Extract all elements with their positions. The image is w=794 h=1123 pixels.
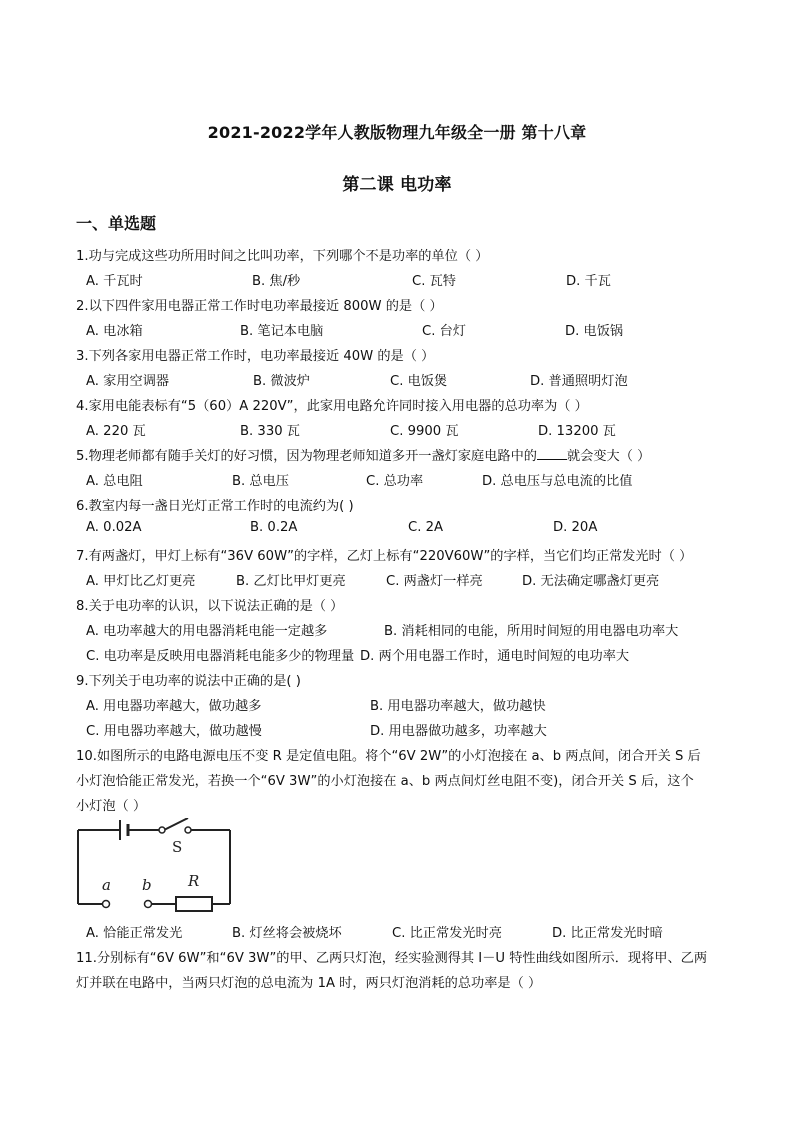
- q2-option-c: C. 台灯: [422, 324, 466, 339]
- q7-option-c: C. 两盏灯一样亮: [386, 574, 483, 589]
- q2-option-a: A. 电冰箱: [86, 324, 143, 339]
- q5-stem-start: 5.物理老师都有随手关灯的好习惯，因为物理老师知道多开一盏灯家庭电路中的: [76, 449, 537, 464]
- q4-option-d: D. 13200 瓦: [538, 424, 616, 439]
- switch-blade: [164, 818, 188, 830]
- question-7: 7.有两盏灯，甲灯上标有“36V 60W”的字样，乙灯上标有“220V60W”的字样，当它们均正常发光时（ ）: [76, 549, 693, 564]
- q4-option-c: C. 9900 瓦: [390, 424, 459, 439]
- question-10-line-3: 小灯泡（ ）: [76, 799, 147, 814]
- point-b-label: b: [142, 876, 152, 894]
- q1-option-d: D. 千瓦: [566, 274, 611, 289]
- question-9: 9.下列关于电功率的说法中正确的是( ): [76, 674, 301, 689]
- q6-option-c: C. 2A: [408, 520, 444, 535]
- q7-option-b: B. 乙灯比甲灯更亮: [236, 574, 346, 589]
- q5-stem-end: 就会变大（ ）: [566, 449, 651, 464]
- question-11-line-1: 11.分别标有“6V 6W”和“6V 3W”的甲、乙两只灯泡，经实验测得其 I－U 特性曲线如图所示．现将甲、乙两: [76, 951, 708, 966]
- q6-option-a: A. 0.02A: [86, 520, 142, 535]
- terminal-b: [145, 901, 152, 908]
- q1-option-c: C. 瓦特: [412, 274, 456, 289]
- point-a-label: a: [102, 876, 111, 894]
- q9-option-a: A. 用电器功率越大，做功越多: [86, 699, 262, 714]
- question-1: 1.功与完成这些功所用时间之比叫功率，下列哪个不是功率的单位（ ）: [76, 249, 489, 264]
- switch-contact: [185, 827, 191, 833]
- q4-option-b: B. 330 瓦: [240, 424, 300, 439]
- q10-option-d: D. 比正常发光时暗: [552, 926, 663, 941]
- question-5: [76, 445, 650, 464]
- q9-option-b: B. 用电器功率越大，做功越快: [370, 699, 546, 714]
- q3-option-c: C. 电饭煲: [390, 374, 448, 389]
- q7-option-a: A. 甲灯比乙灯更亮: [86, 574, 196, 589]
- q6-option-b: B. 0.2A: [250, 520, 298, 535]
- q8-option-b: B. 消耗相同的电能，所用时间短的用电器电功率大: [384, 624, 679, 639]
- circuit-diagram: [72, 818, 238, 918]
- q3-option-a: A. 家用空调器: [86, 374, 170, 389]
- q9-option-d: D. 用电器做功越多，功率越大: [370, 724, 547, 739]
- q10-option-c: C. 比正常发光时亮: [392, 926, 502, 941]
- question-11-line-2: 灯并联在电路中，当两只灯泡的总电流为 1A 时，两只灯泡消耗的总功率是（ ）: [76, 976, 542, 991]
- q10-option-b: B. 灯丝将会被烧坏: [232, 926, 342, 941]
- section-heading: 一、单选题: [76, 214, 157, 233]
- resistor-label: R: [188, 872, 200, 890]
- q5-option-a: A. 总电阻: [86, 474, 143, 489]
- answer-blank: [537, 447, 567, 460]
- question-2: 2.以下四件家用电器正常工作时电功率最接近 800W 的是（ ）: [76, 299, 443, 314]
- resistor: [176, 897, 212, 911]
- q2-option-b: B. 笔记本电脑: [240, 324, 324, 339]
- question-4: 4.家用电能表标有“5（60）A 220V”，此家用电路允许同时接入用电器的总功率为（ ）: [76, 399, 588, 414]
- question-10-line-2: 小灯泡恰能正常发光，若换一个“6V 3W”的小灯泡接在 a、b 两点间灯丝电阻不变)，闭合开关 S 后，这个: [76, 774, 694, 789]
- lesson-title: 第二课 电功率: [342, 175, 452, 195]
- question-8: 8.关于电功率的认识，以下说法正确的是（ ）: [76, 599, 344, 614]
- q2-option-d: D. 电饭锅: [565, 324, 624, 339]
- q5-option-b: B. 总电压: [232, 474, 289, 489]
- q8-option-d: D. 两个用电器工作时，通电时间短的电功率大: [360, 649, 630, 664]
- q9-option-c: C. 用电器功率越大，做功越慢: [86, 724, 262, 739]
- q3-option-b: B. 微波炉: [253, 374, 310, 389]
- question-6: 6.教室内每一盏日光灯正常工作时的电流约为( ): [76, 499, 354, 514]
- switch-label: S: [172, 838, 183, 856]
- terminal-a: [103, 901, 110, 908]
- q1-option-a: A. 千瓦时: [86, 274, 143, 289]
- q8-option-c: C. 电功率是反映用电器消耗电能多少的物理量: [86, 649, 355, 664]
- q8-option-a: A. 电功率越大的用电器消耗电能一定越多: [86, 624, 328, 639]
- q5-option-d: D. 总电压与总电流的比值: [482, 474, 633, 489]
- q6-option-d: D. 20A: [553, 520, 598, 535]
- q7-option-d: D. 无法确定哪盏灯更亮: [522, 574, 660, 589]
- document-title: 2021-2022学年人教版物理九年级全一册 第十八章: [207, 123, 587, 142]
- q10-option-a: A. 恰能正常发光: [86, 926, 183, 941]
- question-3: 3.下列各家用电器正常工作时，电功率最接近 40W 的是（ ）: [76, 349, 435, 364]
- switch-contact: [159, 827, 165, 833]
- question-10-line-1: 10.如图所示的电路电源电压不变 R 是定值电阻。将个“6V 2W”的小灯泡接在 a、b 两点间，闭合开关 S 后: [76, 749, 701, 764]
- q3-option-d: D. 普通照明灯泡: [530, 374, 628, 389]
- q4-option-a: A. 220 瓦: [86, 424, 146, 439]
- q5-option-c: C. 总功率: [366, 474, 424, 489]
- q1-option-b: B. 焦/秒: [252, 274, 301, 289]
